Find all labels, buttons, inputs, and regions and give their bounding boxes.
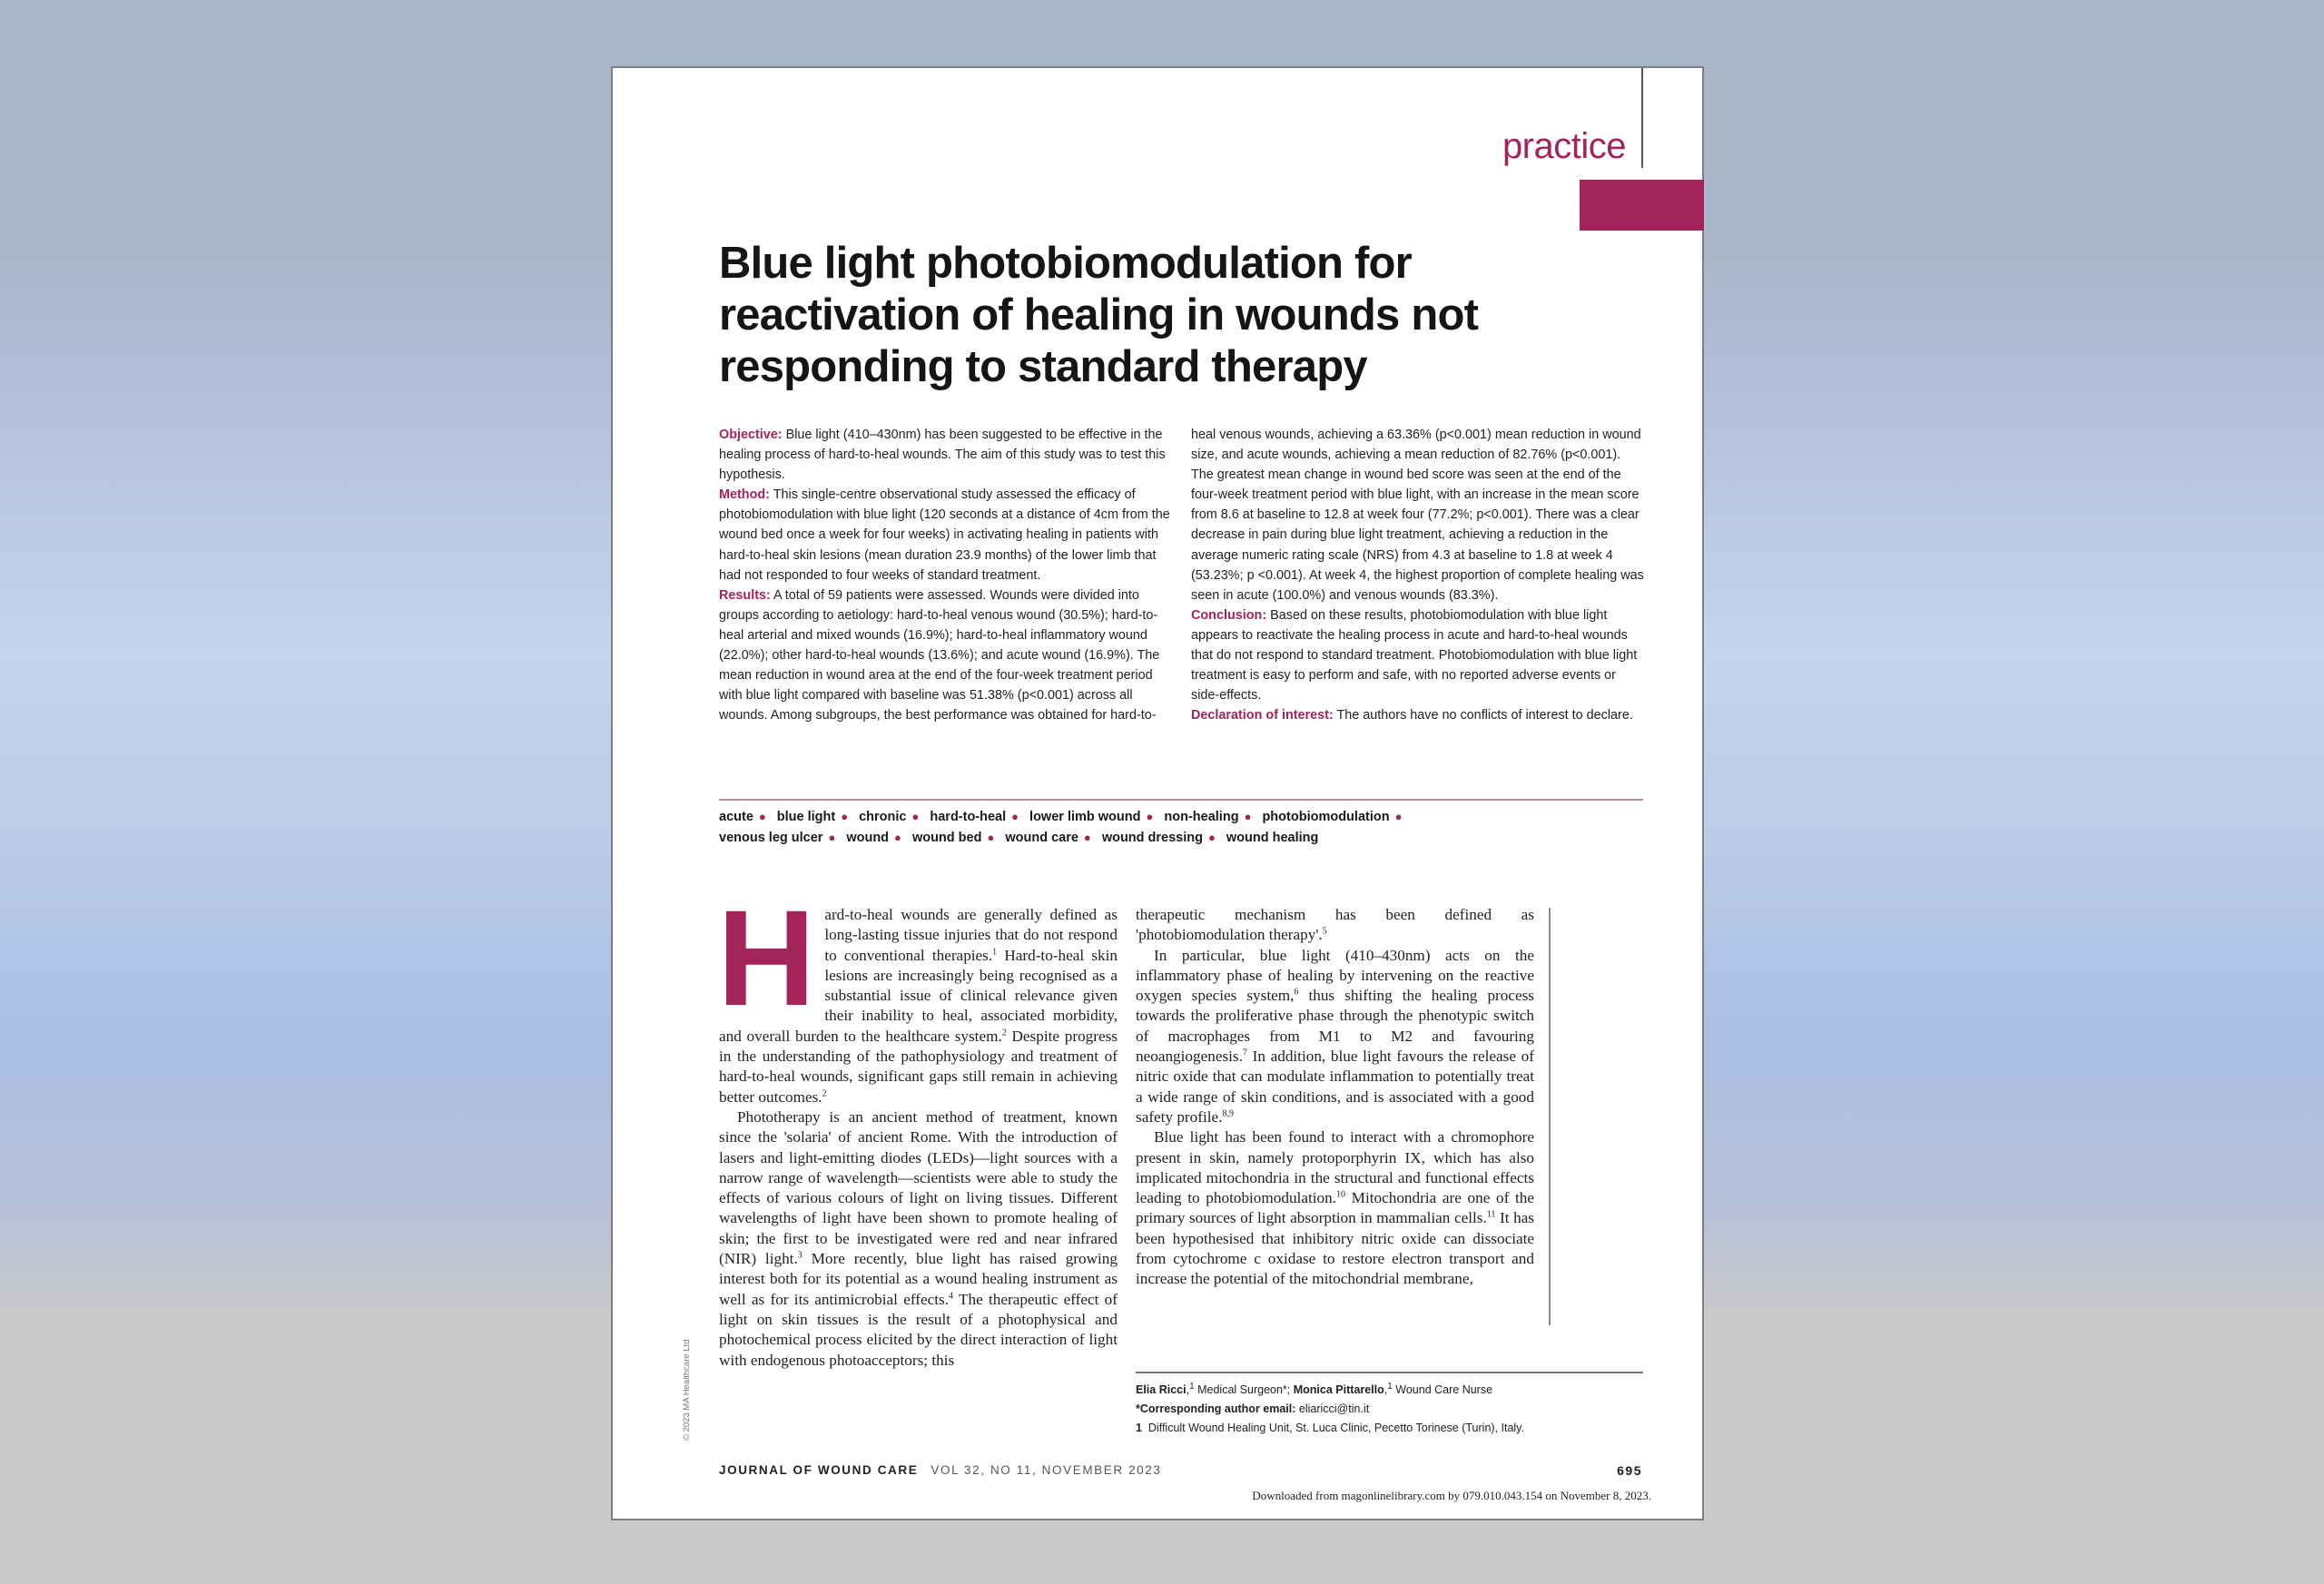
section-color-bar (1580, 180, 1704, 231)
abstract-divider (719, 799, 1643, 801)
keyword: lower limb wound ● (1029, 810, 1154, 824)
reference-marker: 5 (1322, 926, 1327, 937)
body-paragraph: therapeutic mechanism has been defined as 'photobiomodulation therapy'.$^5$ (1136, 906, 1534, 944)
affiliation: 1 Difficult Wound Healing Unit, St. Luca Clinic, Pecetto Torinese (Turin), Italy. (1136, 1422, 1524, 1434)
abstract-objective (719, 425, 1171, 485)
keyword: wound ● (846, 830, 901, 845)
results-text-part1: A total of 59 patients were assessed. Wounds were divided into groups according to aetiology: hard-to-heal venous wound (30.5%); hard-to-heal arterial and mixed wounds (16.9%); hard-to-heal inflammatory wound (22.0%); other hard-to-heal wounds (13.6%); and acute wound (16.9%). The mean reduction in wound area at the end of the four-week treatment period with blue light compared with baseline was 51.38% (p<0.001) across all wounds. Among subgroups, the best performance was obtained for hard-to- (719, 587, 1160, 723)
keyword: venous leg ulcer ● (719, 830, 836, 845)
body-paragraph: Hard-to-heal wounds are generally defined as long-lasting tissue injuries that do not respond to conventional therapies.$^1$ Hard-to-heal skin lesions are increasingly being recognised as a substantial issue of clinical relevance given their inability to heal, associated morbidity, and overall burden to the healthcare system.$^2$ Despite progress in the understanding of the pathophysiology and treatment of hard-to-heal wounds, significant gaps still remain in achieving better outcomes.$^2$ (717, 881, 1118, 1106)
keyword: wound bed ● (911, 830, 995, 845)
body-column-1 (717, 881, 1118, 1371)
article-title: Blue light photobiomodulation for reactivation of healing in wounds not responding to standard therapy (719, 239, 1479, 391)
copyright-notice: © 2023 MA Healthcare Ltd (682, 1339, 692, 1441)
abstract-method (719, 485, 1171, 585)
reference-marker: 3 (797, 1250, 803, 1261)
body-paragraph: In particular, blue light (410–430nm) acts on the inflammatory phase of healing by intervening on the reactive oxygen species system,$^6$ thus shifting the healing process towards the proliferative phase through the phenotypic switch of macrophages from M1 to M2 and favouring neoangiogenesis.$^7$ In addition, blue light favours the release of nitric oxide that can modulate inflammation to potentially treat a wide range of skin conditions, and is associated with a good safety profile.$^{8,9}$ (1136, 946, 1534, 1126)
declaration-label: Declaration of interest: (1191, 708, 1334, 723)
drop-cap: H (717, 881, 816, 1034)
keyword: chronic ● (859, 810, 920, 824)
bullet-dot-icon: ● (1394, 810, 1403, 823)
author-email[interactable]: eliaricci@tin.it (1295, 1402, 1370, 1415)
authors-divider (1136, 1372, 1643, 1373)
corresponding-author: *Corresponding author email: eliaricci@tin.it (1136, 1402, 1370, 1415)
keyword: wound care ● (1005, 830, 1091, 845)
keyword: hard-to-heal ● (930, 810, 1019, 824)
conclusion-text: Based on these results, photobiomodulation with blue light appears to reactivate the healing process in acute and hard-to-heal wounds that do not respond to standard treatment. Photobiomodulation with blue light treatment is easy to perform and safe, with no reported adverse events or side-effects. (1191, 607, 1638, 703)
abstract-column-1 (719, 425, 1171, 725)
bullet-dot-icon: ● (911, 810, 920, 823)
bullet-dot-icon: ● (894, 830, 901, 844)
keywords-list (719, 807, 1627, 848)
bullet-dot-icon: ● (758, 810, 766, 823)
author-info (1136, 1381, 1644, 1438)
bullet-dot-icon: ● (1083, 830, 1091, 844)
reference-marker: 4 (949, 1290, 954, 1301)
reference-marker: 11 (1486, 1209, 1496, 1220)
download-note: Downloaded from magonlinelibrary.com by 079.010.043.154 on November 8, 2023. (1252, 1489, 1651, 1502)
method-label: Method: (719, 487, 770, 503)
results-label: Results: (719, 587, 771, 603)
keyword: blue light ● (776, 810, 849, 824)
method-text: This single-centre observational study assessed the efficacy of photobiomodulation with blue light (120 seconds at a distance of 4cm from the wound bed once a week for four weeks) in activating healing in patients with hard-to-heal skin lesions (mean duration 23.9 months) of the lower limb that had not responded to four weeks of standard treatment. (719, 487, 1170, 583)
bullet-dot-icon: ● (828, 830, 836, 844)
journal-footer (719, 1463, 1162, 1477)
header-vertical-rule (1641, 68, 1643, 168)
journal-volume: VOL 32, NO 11, NOVEMBER 2023 (931, 1463, 1162, 1477)
author-name: Monica Pittarello (1293, 1383, 1384, 1396)
body-paragraph: Blue light has been found to interact with a chromophore present in skin, namely protoporphyrin IX, which has also implicated mitochondria in the structural and functional effects leading to photobiomodulation.$^{10}$ Mitochondria are one of the primary sources of light absorption in mammalian cells.$^{11}$ It has been hypothesised that inhibitory nitric oxide can dissociate from cytochrome c oxidase to restore electron transport and increase the potential of the mitochondrial membrane, (1136, 1128, 1534, 1288)
bullet-dot-icon: ● (987, 830, 995, 844)
reference-marker: 8,9 (1222, 1108, 1234, 1119)
abstract-column-2 (1191, 425, 1645, 725)
author-name: Elia Ricci (1136, 1383, 1187, 1396)
abstract-conclusion (1191, 605, 1645, 705)
abstract-declaration (1191, 705, 1645, 725)
keyword: photobiomodulation ● (1262, 810, 1403, 824)
body-paragraph: Phototherapy is an ancient method of treatment, known since the 'solaria' of ancient Rome. With the introduction of lasers and light-emitting diodes (LEDs)—light sources with a narrow range of wavelength—scientists were able to study the effects of various colours of light on living tissues. Different wavelengths of light have been shown to promote healing of skin; the first to be investigated were red and near infrared (NIR) light.$^3$ More recently, blue light has raised growing interest both for its potential as a wound healing instrument as well as for its antimicrobial effects.$^4$ The therapeutic effect of light on skin tissues is the result of a photophysical and photochemical process elicited by the direct interaction of light with endogenous photoacceptors; this (719, 1107, 1118, 1369)
reference-marker: 10 (1336, 1189, 1345, 1200)
bullet-dot-icon: ● (1207, 830, 1216, 844)
bullet-dot-icon: ● (1011, 810, 1019, 823)
reference-marker: 2 (1001, 1028, 1007, 1038)
objective-label: Objective: (719, 428, 783, 442)
author-line: Elia Ricci,$^1$ Medical Surgeon*; Monica Pittarello,$^1$ Wound Care Nurse (1136, 1381, 1493, 1396)
abstract-results-continued (1191, 425, 1645, 605)
objective-text: Blue light (410–430nm) has been suggested to be effective in the healing process of hard-to-heal wounds. The aim of this study was to test this hypothesis. (719, 428, 1166, 483)
reference-marker: 1 (992, 946, 998, 957)
body-column-2 (1136, 905, 1534, 1290)
reference-marker: 7 (1242, 1048, 1247, 1058)
bullet-dot-icon: ● (1244, 810, 1252, 823)
keyword: wound healing (1226, 830, 1319, 845)
bullet-dot-icon: ● (841, 810, 849, 823)
declaration-text: The authors have no conflicts of interest to declare. (1336, 708, 1633, 723)
keyword: wound dressing ● (1101, 830, 1216, 845)
section-label: practice (1502, 126, 1626, 166)
reference-marker: 2 (822, 1087, 827, 1098)
reference-marker: 6 (1294, 987, 1299, 998)
keyword: non-healing ● (1164, 810, 1252, 824)
page-number: 695 (1617, 1463, 1642, 1478)
results-text-part2: heal venous wounds, achieving a 63.36% (p<0.001) mean reduction in wound size, and acute wounds, achieving a mean reduction of 82.76% (p<0.001). The greatest mean change in wound bed score was seen at the end of the four-week treatment period with blue light, with an increase in the mean score from 8.6 at baseline to 12.8 at week four (77.2%; p<0.001). There was a clear decrease in pain during blue light treatment, achieving a reduction in the average numeric rating scale (NRS) from 4.3 at baseline to 1.8 at week 4 (53.23%; p <0.001). At week 4, the highest proportion of complete healing was seen in acute (100.0%) and venous wounds (83.3%). (1191, 428, 1644, 603)
conclusion-label: Conclusion: (1191, 607, 1267, 623)
column-vertical-rule (1549, 908, 1551, 1325)
journal-page (611, 66, 1704, 1520)
journal-name: JOURNAL OF WOUND CARE (719, 1463, 919, 1477)
bullet-dot-icon: ● (1146, 810, 1154, 823)
abstract-results (719, 585, 1171, 726)
keyword: acute ● (719, 810, 766, 824)
